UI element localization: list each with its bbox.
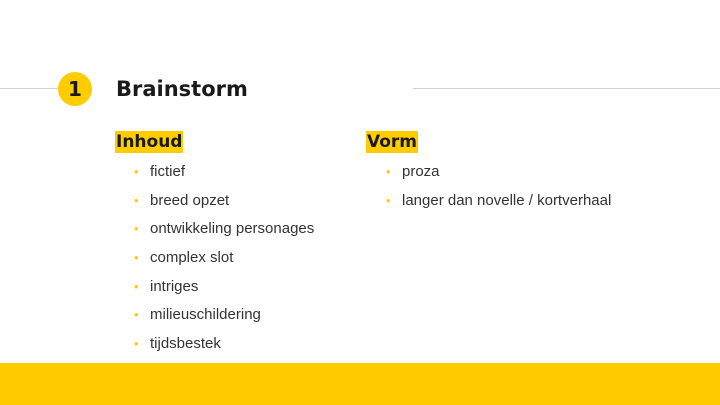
slide-number-badge [58, 72, 92, 106]
slide-number: 1 [68, 77, 82, 101]
column-heading-vorm: Vorm [367, 132, 418, 152]
list-item: • intriges [134, 277, 199, 295]
list-item: • fictief [134, 163, 186, 180]
list-item: • tijdsbestek [134, 335, 221, 353]
bullet-icon: • [134, 192, 139, 208]
bullet-icon: • [134, 164, 139, 179]
list-item: • langer dan novelle / kortverhaal [386, 191, 612, 209]
header-rule-left [0, 88, 58, 89]
slide-title: Brainstorm [116, 77, 248, 101]
bullet-icon: • [386, 192, 391, 208]
bullet-icon: • [134, 336, 139, 352]
list-item: • ontwikkeling personages [134, 220, 315, 238]
bullet-icon: • [386, 164, 391, 179]
list-item: • complex slot [134, 249, 234, 267]
list-item: • proza [386, 163, 440, 180]
header-rule-right [413, 88, 720, 89]
inhoud-list [134, 164, 314, 365]
bullet-icon: • [134, 278, 139, 294]
list-item: • breed opzet [134, 191, 230, 209]
bullet-icon: • [134, 250, 139, 266]
bullet-icon: • [134, 307, 139, 323]
list-item: • milieuschildering [134, 306, 261, 324]
column-heading-inhoud: Inhoud [116, 132, 183, 152]
vorm-list [386, 164, 611, 221]
footer-accent-bar [0, 363, 720, 405]
bullet-icon: • [134, 221, 139, 237]
